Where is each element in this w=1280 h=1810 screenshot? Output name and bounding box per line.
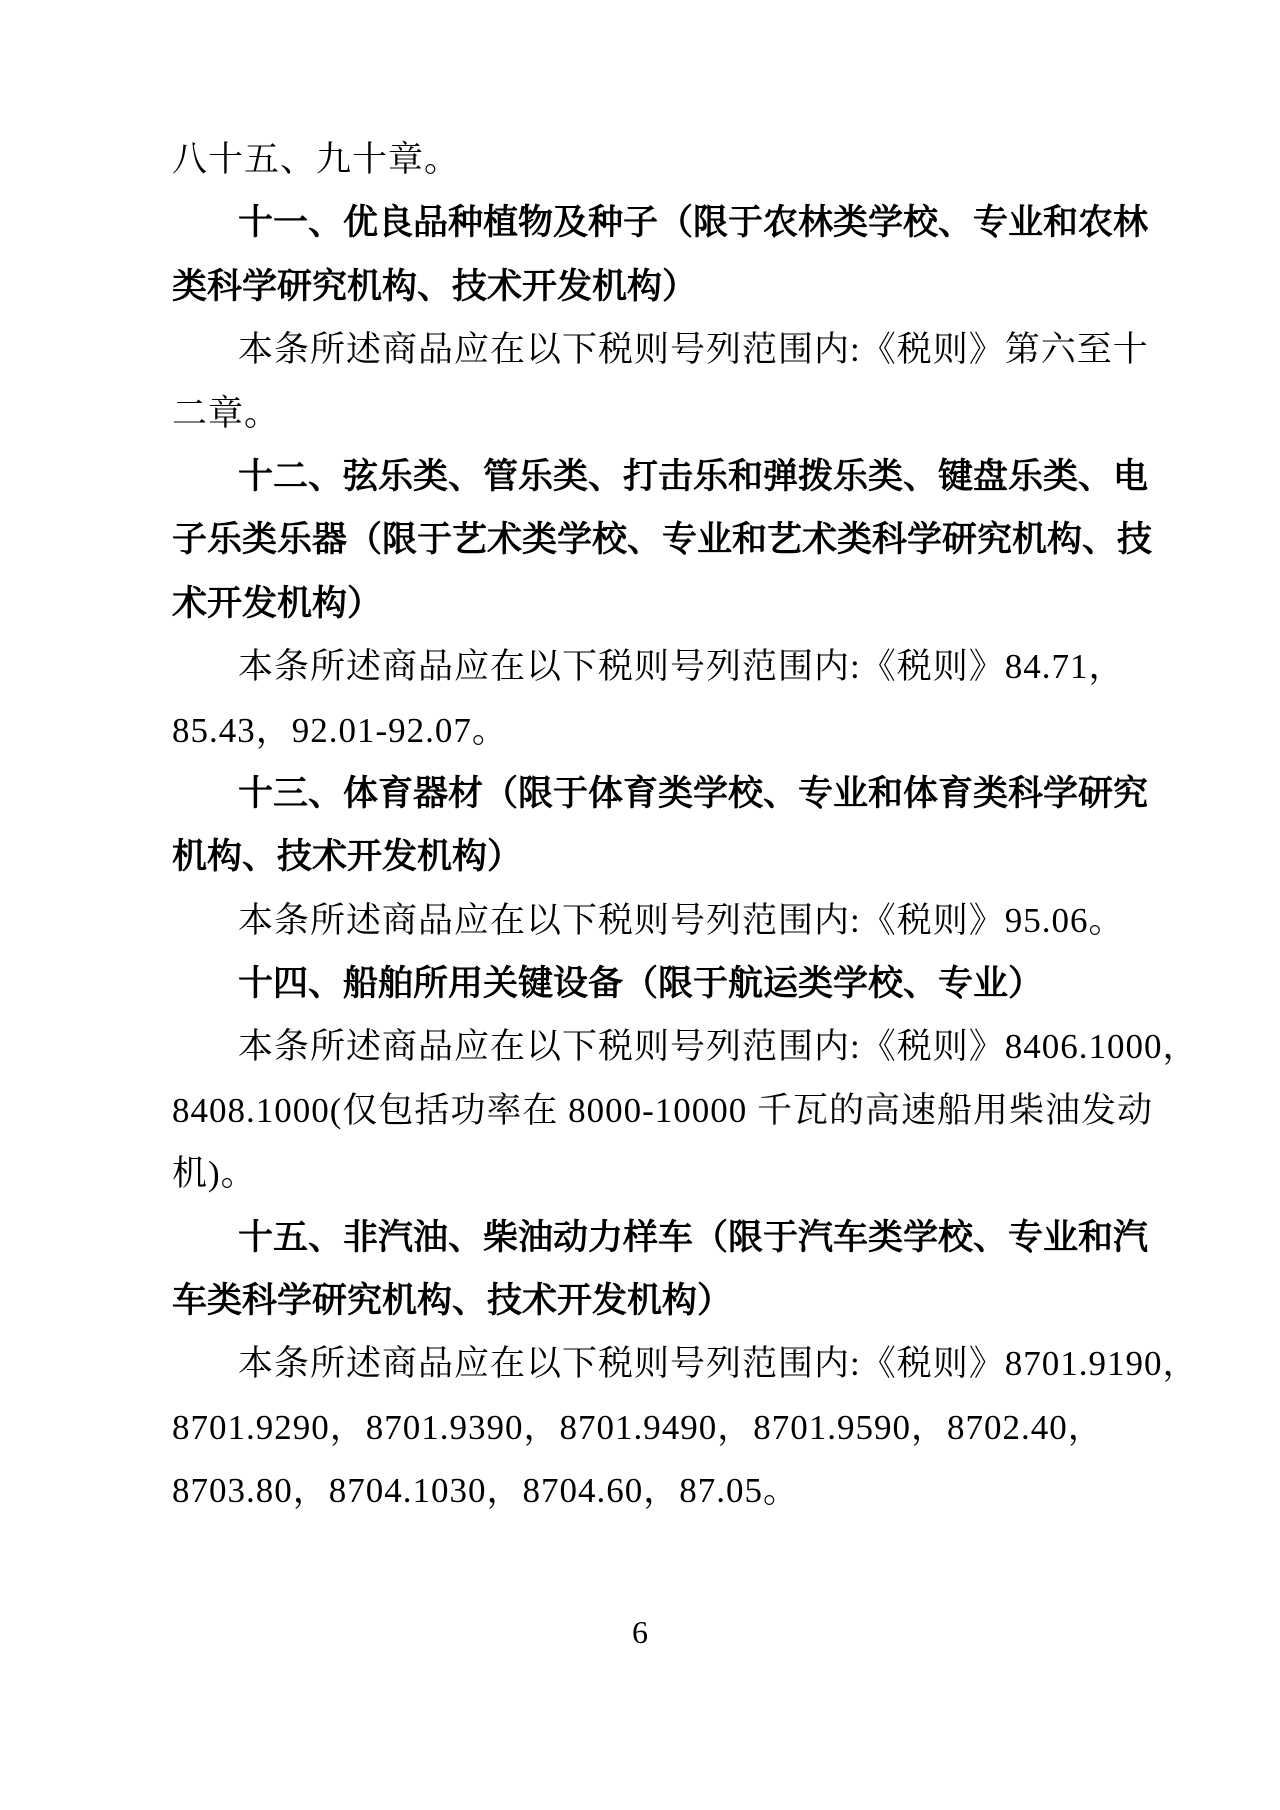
doc-para-item-11-scope: 本条所述商品应在以下税则号列范围内:《税则》第六至十 <box>238 330 1149 370</box>
doc-para-item-15-scope-cont2: 8703.80，8704.1030，8704.60，87.05。 <box>172 1471 800 1511</box>
doc-heading-item-14: 十四、船舶所用关键设备（限于航运类学校、专业） <box>238 964 1044 1004</box>
doc-line-continuation: 八十五、九十章。 <box>172 140 461 179</box>
doc-heading-item-15: 十五、非汽油、柴油动力样车（限于汽车类学校、专业和汽 <box>238 1217 1149 1257</box>
doc-para-item-15-scope: 本条所述商品应在以下税则号列范围内:《税则》8701.9190， <box>238 1344 1199 1384</box>
doc-heading-item-11-cont: 类科学研究机构、技术开发机构） <box>172 266 698 306</box>
document-body <box>172 128 1199 1523</box>
doc-para-item-14-scope-cont2: 机)。 <box>172 1154 257 1194</box>
doc-para-item-11-scope-cont: 二章。 <box>172 393 281 433</box>
doc-para-item-15-scope-cont: 8701.9290，8701.9390，8701.9490，8701.9590，8702.40， <box>172 1407 1104 1447</box>
doc-para-item-14-scope: 本条所述商品应在以下税则号列范围内:《税则》8406.1000， <box>238 1027 1199 1067</box>
doc-heading-item-15-cont: 车类科学研究机构、技术开发机构） <box>172 1281 733 1321</box>
doc-para-item-12-scope: 本条所述商品应在以下税则号列范围内:《税则》84.71， <box>238 647 1125 687</box>
doc-heading-item-11: 十一、优良品种植物及种子（限于农林类学校、专业和农林 <box>238 203 1149 243</box>
doc-heading-item-12-cont2: 术开发机构） <box>172 583 383 623</box>
doc-para-item-13-scope: 本条所述商品应在以下税则号列范围内:《税则》95.06。 <box>238 900 1125 940</box>
doc-heading-item-12-cont: 子乐类乐器（限于艺术类学校、专业和艺术类科学研究机构、技 <box>172 520 1153 560</box>
doc-para-item-14-scope-cont: 8408.1000(仅包括功率在 8000-10000 千瓦的高速船用柴油发动 <box>172 1090 1154 1130</box>
doc-heading-item-12: 十二、弦乐类、管乐类、打击乐和弹拨乐类、键盘乐类、电 <box>238 456 1149 496</box>
page-number: 6 <box>632 1614 648 1650</box>
doc-heading-item-13: 十三、体育器材（限于体育类学校、专业和体育类科学研究 <box>238 773 1149 813</box>
doc-heading-item-13-cont: 机构、技术开发机构） <box>172 837 523 877</box>
doc-para-item-12-scope-cont: 85.43，92.01-92.07。 <box>172 710 508 750</box>
